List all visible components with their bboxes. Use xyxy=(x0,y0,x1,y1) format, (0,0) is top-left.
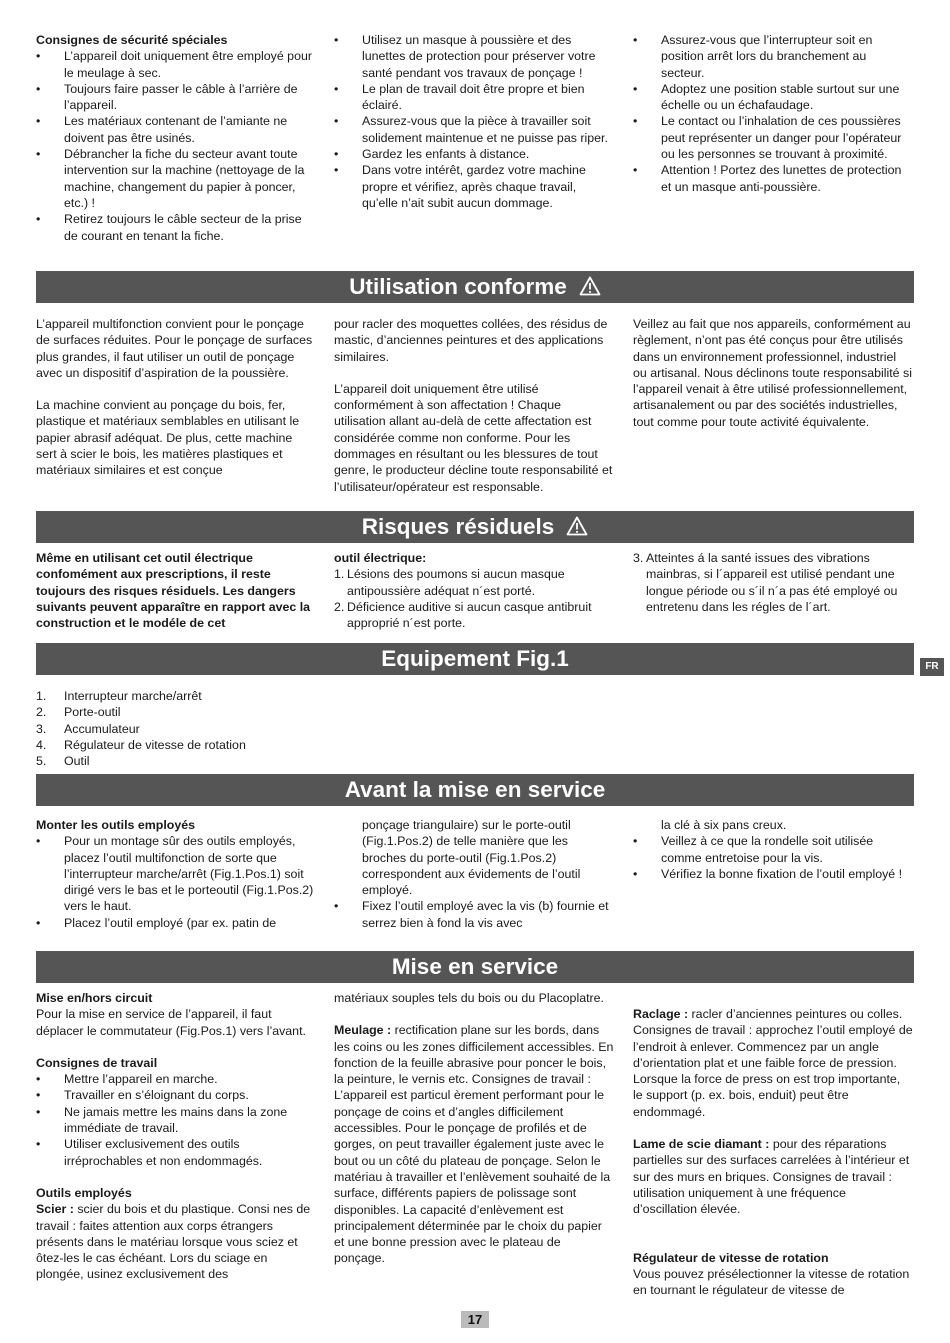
safety-list-3 xyxy=(633,32,913,195)
list-item: • Les matériaux contenant de l’amiante ne doivent pas être usinés. xyxy=(36,113,316,146)
safety-list-2 xyxy=(334,32,614,211)
safety-col-2 xyxy=(334,32,614,211)
list-item: • Utiliser exclusivement des outils irréprochables et non endommagés. xyxy=(36,1136,316,1169)
safety-col-1 xyxy=(36,32,316,244)
subheading: Outils employés xyxy=(36,1185,132,1200)
list-item: 1. Interrupteur marche/arrêt xyxy=(36,689,202,703)
list-item: • Veillez à ce que la rondelle soit utilisée comme entretoise pour la vis. xyxy=(633,833,913,866)
section-banner-utilisation xyxy=(36,271,914,303)
section-title: Risques résiduels xyxy=(361,514,555,539)
section-title: Equipement Fig.1 xyxy=(381,646,569,671)
avant-list-3 xyxy=(633,833,913,882)
paragraph: L’appareil doit uniquement être utilisé conformément à son affectation ! Chaque utilisation allant au-delà de cette affectation est considérée comme non conforme. Pour les dommages en résultant ou les blessures de tout genre, le producteur décline toute responsabilité et l’utilisateur/opérateur est responsable. xyxy=(334,381,613,494)
list-item: 3. Atteintes á la santé issues des vibrations mainbras, si l´appareil est utilisé pendant une longue période ou s´il n´a pas été employé ou entretenu dans les régles de l´art. xyxy=(633,551,898,614)
avant-col-2 xyxy=(334,817,614,931)
paragraph: Raclage : racler d’anciennes peintures ou colles. Consignes de travail : approchez l’outil employé de l’endroit à enlever. Commencez par un angle d’orientation plat et une faible force de pression. Lorsque la force de press on est trop importante, le support (p. ex. bois, enduit) peut être endommagé. xyxy=(633,1007,913,1119)
subheading: Consignes de travail xyxy=(36,1055,158,1070)
utilisation-col-2 xyxy=(334,316,614,495)
list-item: • Placez l’outil employé (par ex. patin de xyxy=(36,915,316,931)
consignes-list xyxy=(36,1071,316,1169)
paragraph: Veillez au fait que nos appareils, conformément au règlement, n’ont pas été conçus pour être utilisés dans un environnement professionnel, industriel ou artisanal. Nous déclinons toute responsabilité si l’appareil venait à être utilisé professionnellement, artisanalement ou par des sociétés industrielles, tout comme pour toute activité équivalente. xyxy=(633,317,912,429)
risques-col-1 xyxy=(36,550,316,631)
safety-heading: Consignes de sécurité spéciales xyxy=(36,33,228,47)
paragraph: Pour la mise en service de l’appareil, il faut déplacer le commutateur (Fig.Pos.1) vers l’avant. xyxy=(36,1007,306,1038)
avant-heading: Monter les outils employés xyxy=(36,818,196,832)
list-item: • Débrancher la fiche du secteur avant toute intervention sur la machine (nettoyage de la machine, changement du papier à poncer, etc.) ! xyxy=(36,146,316,211)
safety-col-3 xyxy=(633,32,913,195)
avant-col-1 xyxy=(36,817,316,931)
section-title: Mise en service xyxy=(391,954,559,979)
list-item: • Gardez les enfants à distance. xyxy=(334,146,614,162)
risques-list xyxy=(334,566,614,631)
avant-col-3 xyxy=(633,817,913,882)
page-number: 17 xyxy=(461,1311,489,1328)
equipement-list xyxy=(36,688,914,769)
mise-col-3 xyxy=(633,990,913,1298)
list-item: • Ne jamais mettre les mains dans la zone immédiate de travail. xyxy=(36,1104,316,1137)
list-item: 4. Régulateur de vitesse de rotation xyxy=(36,737,246,752)
subheading: Mise en/hors circuit xyxy=(36,991,153,1005)
section-banner-equipement xyxy=(36,643,914,675)
list-item: • Assurez-vous que la pièce à travailler soit solidement maintenue et ne puisse pas riper. xyxy=(334,113,614,146)
mise-col-2 xyxy=(334,990,614,1267)
paragraph: Meulage : rectification plane sur les bords, dans les coins ou les zones difficilement accessibles. En fonction de la feuille abrasive pour poncer le bois, la peinture, le vernis etc. Consignes de travail : L’appareil est particul èrement performant pour le ponçage de coins et d’angles difficilement accessibles. Pour le ponçage de profilés et de gorges, on peut travailler également juste avec le bout ou un côté du plateau de ponçage. Selon le matériau à travailler et l’enlèvement souhaité de la surface, différents papiers de polissage sont disponibles. La capacité d’enlèvement est principalement déterminée par le choix du papier et une bonne pression avec le plateau de ponçage. xyxy=(334,1023,614,1266)
paragraph: Vous pouvez présélectionner la vitesse de rotation en tournant le régulateur de vitesse de xyxy=(633,1266,910,1298)
subheading: Régulateur de vitesse de rotation xyxy=(633,1250,829,1265)
avant-list-2 xyxy=(334,898,614,931)
paragraph: Scier : scier du bois et du plastique. Consi nes de travail : faites attention aux corps étrangers présents dans le matériau lorsque vous sciez et ôtez-les le cas échéant. Lors du sciage en plongée, usinez exclusivement des xyxy=(36,1202,311,1282)
list-item: • Pour un montage sûr des outils employés, placez l’outil multifonction de sorte que l’interrupteur marche/arrêt (Fig.1.Pos.1) soit dirigé vers le bas et le porteoutil (Fig.1.Pos.2) vers le haut. xyxy=(36,833,316,914)
risques-list-cont xyxy=(633,550,913,615)
risques-subheading: outil électrique: xyxy=(334,551,427,565)
paragraph: La machine convient au ponçage du bois, fer, plastique et matériaux semblables en utilisant le papier abrasif adéquat. De plus, cette machine sert à scier le bois, les matières plastiques et matériaux similaires et est conçue xyxy=(36,398,300,478)
paragraph: L’appareil multifonction convient pour le ponçage de surfaces réduites. Pour le ponçage de surfaces plus grandes, il faut utiliser un outil de ponçage avec un dispositif d’aspiration de la poussière. xyxy=(36,317,313,380)
list-item: • Le contact ou l’inhalation de ces poussières peut représenter un danger pour l’opérateur ou les personnes se trouvant à proximité. xyxy=(633,113,913,162)
utilisation-col-3 xyxy=(633,316,913,430)
list-item: • Assurez-vous que l’interrupteur soit en position arrêt lors du branchement au secteur. xyxy=(633,32,913,81)
list-item: • Retirez toujours le câble secteur de la prise de courant en tenant la fiche. xyxy=(36,211,316,244)
section-banner-mise xyxy=(36,951,914,983)
mise-col-1 xyxy=(36,990,316,1283)
section-title: Utilisation conforme xyxy=(349,274,567,299)
paragraph: matériaux souples tels du bois ou du Placoplatre. xyxy=(334,991,604,1005)
list-item: • Le plan de travail doit être propre et bien éclairé. xyxy=(334,81,614,114)
language-tab: FR xyxy=(920,658,944,676)
list-item: 5. Outil xyxy=(36,754,90,769)
section-title: Avant la mise en service xyxy=(344,777,606,802)
list-item: • L’appareil doit uniquement être employé pour le meulage à sec. xyxy=(36,48,316,81)
list-item: 2. Déficience auditive si aucun casque antibruit approprié n´est porte. xyxy=(334,599,592,631)
avant-list-1 xyxy=(36,833,316,931)
list-item: • Fixez l’outil employé avec la vis (b) fournie et serrez bien à fond la vis avec xyxy=(334,898,614,931)
section-banner-risques xyxy=(36,511,914,543)
list-item: • Attention ! Portez des lunettes de protection et un masque anti-poussière. xyxy=(633,162,913,195)
warning-triangle-icon xyxy=(566,513,588,545)
paragraph: Lame de scie diamant : pour des réparations partielles sur des surfaces carrelées à l’intérieur et sur des murs en briques. Consignes de travail : utilisation uniquement à une fréquence d’oscillation élevée. xyxy=(633,1137,910,1217)
risques-col-2 xyxy=(334,550,614,631)
warning-triangle-icon xyxy=(579,273,601,305)
list-item: 2. Porte-outil xyxy=(36,705,121,720)
list-item: • Utilisez un masque à poussière et des lunettes de protection pour préserver votre santé pendant vos travaux de ponçage ! xyxy=(334,32,614,81)
list-item: • Mettre l’appareil en marche. xyxy=(36,1071,316,1087)
list-item: • Dans votre intérêt, gardez votre machine propre et vérifiez, après chaque travail, qu’elle n’ait subit aucun dommage. xyxy=(334,162,614,211)
safety-list-1 xyxy=(36,48,316,244)
list-item: • Adoptez une position stable surtout sur une échelle ou un échafaudage. xyxy=(633,81,913,114)
list-item-continued: la clé à six pans creux. xyxy=(661,818,787,832)
equipement-body xyxy=(36,688,914,769)
list-item: 1. Lésions des poumons si aucun masque antipoussière adéquat n´est porté. xyxy=(334,567,565,598)
list-item: • Vérifiez la bonne fixation de l’outil employé ! xyxy=(633,866,913,882)
list-item: • Travailler en s’éloignant du corps. xyxy=(36,1087,316,1103)
paragraph: Même en utilisant cet outil électrique confomément aux prescriptions, il reste toujours des risques résiduels. Les dangers suivants peuvent apparaître en rapport avec la construction et le modéle de cet xyxy=(36,551,311,631)
list-item: 3. Accumulateur xyxy=(36,721,140,736)
list-item-continued: ponçage triangulaire) sur le porte-outil (Fig.1.Pos.2) de telle manière que les broches du porte-outil (Fig.1.Pos.2) correspondent aux évidements de l’outil employé. xyxy=(362,818,581,898)
list-item: • Toujours faire passer le câble à l’arrière de l’appareil. xyxy=(36,81,316,114)
section-banner-avant xyxy=(36,774,914,806)
utilisation-col-1 xyxy=(36,316,316,479)
risques-col-3 xyxy=(633,550,913,615)
paragraph: pour racler des moquettes collées, des résidus de mastic, d’anciennes peintures et des applications similaires. xyxy=(334,317,608,364)
